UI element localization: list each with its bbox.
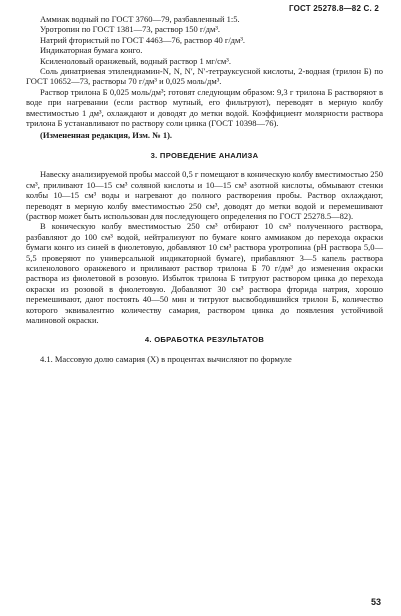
section-3-paragraph-1: Навеску анализируемой пробы массой 0,5 г помещают в коническую колбу вместимостью 250 см³, приливают 10—15 см³ соляной кислоты и 10—15 см³ азотной кислоты, обмывают стенки колбы 10—15 см³ воды и нагревают до полного растворения пробы. Раствор охлаждают, переводят в мерную колбу вместимостью 250 см³, доводят до метки водой и перемешивают (раствор может быть использован для последующего определения по ГОСТ 25278.5—82). [26, 169, 383, 221]
page-number: 53 [370, 597, 381, 607]
page-header: ГОСТ 25278.8—82 С. 2 [288, 4, 379, 13]
reagent-item: Аммиак водный по ГОСТ 3760—79, разбавленный 1:5. [40, 14, 240, 24]
section-4-title: 4. ОБРАБОТКА РЕЗУЛЬТАТОВ [144, 335, 265, 345]
amendment-note: (Измененная редакция, Изм. № 1). [40, 130, 173, 141]
reagent-item: Индикаторная бумага конго. [40, 45, 143, 56]
trilon-paragraph: Раствор трилона Б 0,025 моль/дм³; готовят следующим образом: 9,3 г трилона Б растворяют в воде при нагревании (если раствор мутный, его фильтруют), переводят в мерную колбу вместимостью 1 дм³, охлаждают и доводят до метки водой. Коэффициент молярности раствора трилона Б устанавливают по раствору соли цинка (ГОСТ 10398—76). [26, 86, 383, 129]
reagent-item: Ксиленоловый оранжевый, водный раствор 1 мг/см³. [40, 55, 231, 66]
section-4-paragraph-1: 4.1. Массовую долю самария (X) в процентах вычисляют по формуле [40, 353, 292, 364]
reagent-item: Уротропин по ГОСТ 1381—73, раствор 150 г/дм³. [40, 24, 221, 35]
section-3-title: 3. ПРОВЕДЕНИЕ АНАЛИЗА [150, 150, 259, 160]
document-body [26, 14, 383, 364]
reagent-list [26, 14, 383, 66]
reagent-item: Натрий фтористый по ГОСТ 4463—76, раствор 40 г/дм³. [40, 34, 246, 45]
section-3-paragraph-2: В коническую колбу вместимостью 250 см³ отбирают 10 см³ полученного раствора, разбавляют до 100 см³ водой, нейтрализуют по бумаге конго аммиаком до перехода окраски бумаги конго из синей в фиолетовую, добавляют 10 см³ раствора уротропина (рН раствора 5,0—5,5 проверяют по универсальной индикаторной бумаге), прибавляют 3—5 капель раствора ксиленолового оранжевого и приливают раствор трилона Б 70 г/дм³ до изменения окраски раствора из фиолетовой в розовую. Избыток трилона Б титруют раствором цинка до перехода окраски из розовой в фиолетовую. Добавляют 30 см³ раствора фторида натрия, хорошо перемешивают, дают постоять 40—50 мин и титруют высвободившийся трилон Б, количество которого эквивалентно количеству самария, раствором цинка до появления устойчивой малиновой окраски. [26, 221, 383, 325]
salt-paragraph: Соль динатриевая этилендиамин-N, N, N′, N′-тетрауксусной кислоты, 2-водная (трилон Б) по ГОСТ 10652—73, растворы 70 г/дм³ и 0,025 моль/дм³. [26, 66, 383, 87]
